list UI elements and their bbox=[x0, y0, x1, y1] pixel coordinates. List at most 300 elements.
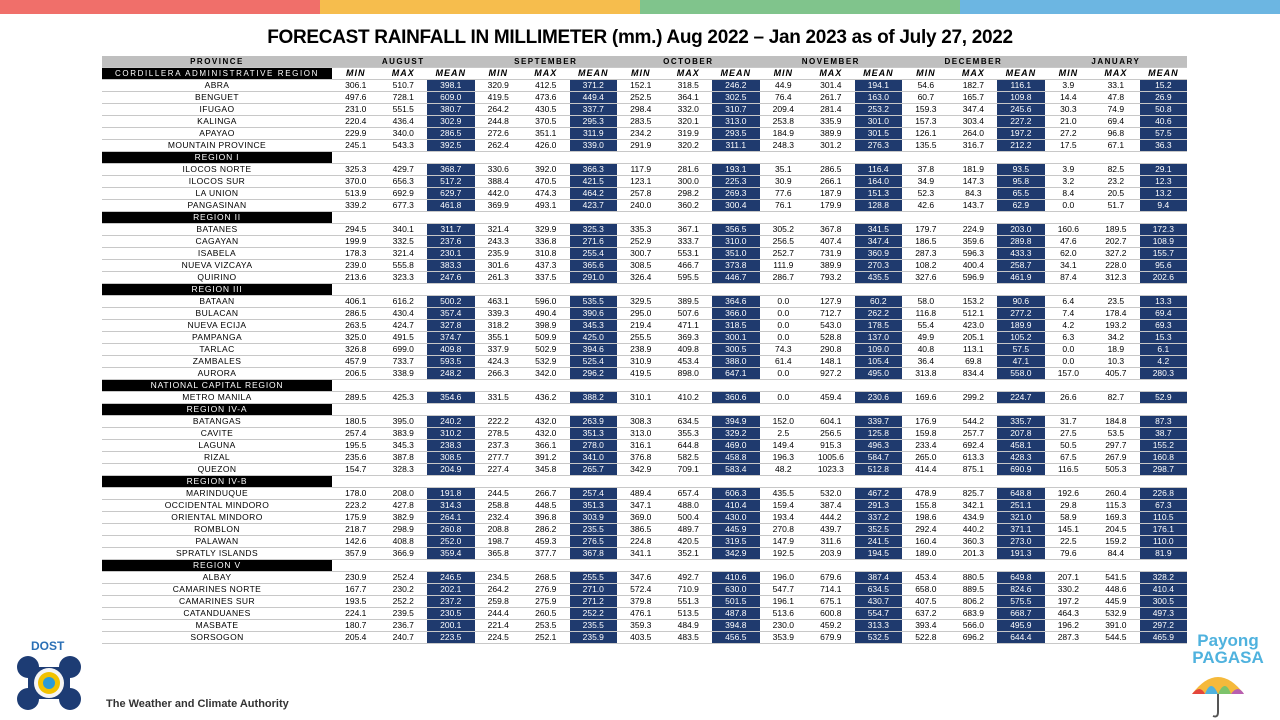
rainfall-mean-cell: 155.7 bbox=[1140, 248, 1188, 260]
region-row-spacer bbox=[332, 476, 1187, 488]
rainfall-min-cell: 224.8 bbox=[617, 536, 665, 548]
rainfall-mean-cell: 461.9 bbox=[997, 272, 1045, 284]
rainfall-min-cell: 253.8 bbox=[760, 116, 808, 128]
rainfall-mean-cell: 360.6 bbox=[712, 392, 760, 404]
province-row bbox=[102, 500, 1187, 512]
rainfall-min-cell: 0.0 bbox=[760, 308, 808, 320]
rainfall-mean-cell: 512.8 bbox=[855, 464, 903, 476]
province-row bbox=[102, 608, 1187, 620]
rainfall-max-cell: 335.9 bbox=[807, 116, 855, 128]
rainfall-min-cell: 572.4 bbox=[617, 584, 665, 596]
rainfall-max-cell: 359.6 bbox=[950, 236, 998, 248]
rainfall-max-cell: 367.8 bbox=[807, 224, 855, 236]
rainfall-min-cell: 61.4 bbox=[760, 356, 808, 368]
rainfall-mean-cell: 255.5 bbox=[570, 572, 618, 584]
rainfall-max-cell: 23.5 bbox=[1092, 296, 1140, 308]
rainfall-min-cell: 44.9 bbox=[760, 80, 808, 92]
rainfall-max-cell: 425.3 bbox=[380, 392, 428, 404]
rainfall-mean-cell: 69.4 bbox=[1140, 308, 1188, 320]
rainfall-max-cell: 53.5 bbox=[1092, 428, 1140, 440]
rainfall-min-cell: 77.6 bbox=[760, 188, 808, 200]
province-name: ZAMBALES bbox=[102, 356, 332, 368]
rainfall-max-cell: 712.7 bbox=[807, 308, 855, 320]
rainfall-mean-cell: 301.0 bbox=[855, 116, 903, 128]
rainfall-mean-cell: 421.5 bbox=[570, 176, 618, 188]
rainfall-mean-cell: 116.1 bbox=[997, 80, 1045, 92]
rainfall-max-cell: 543.0 bbox=[807, 320, 855, 332]
rainfall-min-cell: 353.9 bbox=[760, 632, 808, 644]
rainfall-mean-cell: 207.8 bbox=[997, 428, 1045, 440]
rainfall-min-cell: 265.0 bbox=[902, 452, 950, 464]
province-name: QUEZON bbox=[102, 464, 332, 476]
rainfall-min-cell: 192.6 bbox=[1045, 488, 1093, 500]
rainfall-mean-cell: 81.9 bbox=[1140, 548, 1188, 560]
province-row bbox=[102, 224, 1187, 236]
province-row bbox=[102, 308, 1187, 320]
rainfall-max-cell: 184.8 bbox=[1092, 416, 1140, 428]
rainfall-min-cell: 301.6 bbox=[475, 260, 523, 272]
rainfall-max-cell: 439.7 bbox=[807, 524, 855, 536]
rainfall-max-cell: 493.1 bbox=[522, 200, 570, 212]
stat-header: MAX bbox=[665, 68, 713, 80]
rainfall-max-cell: 230.2 bbox=[380, 584, 428, 596]
rainfall-mean-cell: 109.0 bbox=[855, 344, 903, 356]
rainfall-mean-cell: 500.2 bbox=[427, 296, 475, 308]
rainfall-max-cell: 459.3 bbox=[522, 536, 570, 548]
rainfall-max-cell: 445.9 bbox=[1092, 596, 1140, 608]
province-name: KALINGA bbox=[102, 116, 332, 128]
rainfall-min-cell: 184.9 bbox=[760, 128, 808, 140]
rainfall-mean-cell: 200.1 bbox=[427, 620, 475, 632]
province-row bbox=[102, 428, 1187, 440]
rainfall-max-cell: 1023.3 bbox=[807, 464, 855, 476]
rainfall-mean-cell: 93.5 bbox=[997, 164, 1045, 176]
rainfall-min-cell: 198.7 bbox=[475, 536, 523, 548]
rainfall-min-cell: 239.0 bbox=[332, 260, 380, 272]
rainfall-min-cell: 489.4 bbox=[617, 488, 665, 500]
region-row bbox=[102, 152, 1187, 164]
rainfall-min-cell: 435.5 bbox=[760, 488, 808, 500]
province-row bbox=[102, 548, 1187, 560]
rainfall-max-cell: 395.0 bbox=[380, 416, 428, 428]
rainfall-max-cell: 312.3 bbox=[1092, 272, 1140, 284]
rainfall-max-cell: 333.7 bbox=[665, 236, 713, 248]
rainfall-mean-cell: 392.5 bbox=[427, 140, 475, 152]
rainfall-mean-cell: 423.7 bbox=[570, 200, 618, 212]
rainfall-max-cell: 604.1 bbox=[807, 416, 855, 428]
rainfall-mean-cell: 354.6 bbox=[427, 392, 475, 404]
rainfall-max-cell: 74.9 bbox=[1092, 104, 1140, 116]
rainfall-max-cell: 806.2 bbox=[950, 596, 998, 608]
rainfall-min-cell: 155.8 bbox=[902, 500, 950, 512]
rainfall-max-cell: 391.2 bbox=[522, 452, 570, 464]
rainfall-max-cell: 332.5 bbox=[380, 236, 428, 248]
rainfall-min-cell: 37.8 bbox=[902, 164, 950, 176]
rainfall-mean-cell: 366.0 bbox=[712, 308, 760, 320]
rainfall-min-cell: 209.4 bbox=[760, 104, 808, 116]
rainfall-mean-cell: 226.8 bbox=[1140, 488, 1188, 500]
region-label: CORDILLERA ADMINISTRATIVE REGION bbox=[102, 68, 332, 80]
province-row bbox=[102, 332, 1187, 344]
rainfall-max-cell: 709.1 bbox=[665, 464, 713, 476]
rainfall-min-cell: 48.2 bbox=[760, 464, 808, 476]
rainfall-max-cell: 366.1 bbox=[522, 440, 570, 452]
rainfall-max-cell: 1005.6 bbox=[807, 452, 855, 464]
rainfall-mean-cell: 257.4 bbox=[570, 488, 618, 500]
province-row bbox=[102, 392, 1187, 404]
rainfall-mean-cell: 286.5 bbox=[427, 128, 475, 140]
rainfall-mean-cell: 260.8 bbox=[427, 524, 475, 536]
rainfall-mean-cell: 387.4 bbox=[855, 572, 903, 584]
province-row bbox=[102, 164, 1187, 176]
rainfall-max-cell: 434.9 bbox=[950, 512, 998, 524]
rainfall-mean-cell: 90.6 bbox=[997, 296, 1045, 308]
rainfall-min-cell: 310.1 bbox=[617, 392, 665, 404]
rainfall-max-cell: 489.7 bbox=[665, 524, 713, 536]
rainfall-min-cell: 286.5 bbox=[332, 308, 380, 320]
rainfall-min-cell: 180.7 bbox=[332, 620, 380, 632]
rainfall-max-cell: 596.3 bbox=[950, 248, 998, 260]
top-bar-blue bbox=[960, 0, 1280, 14]
rainfall-min-cell: 235.9 bbox=[475, 248, 523, 260]
rainfall-min-cell: 547.7 bbox=[760, 584, 808, 596]
rainfall-max-cell: 436.2 bbox=[522, 392, 570, 404]
rainfall-mean-cell: 293.5 bbox=[712, 128, 760, 140]
stat-header: MAX bbox=[1092, 68, 1140, 80]
header-row-months bbox=[102, 56, 1187, 68]
rainfall-mean-cell: 271.6 bbox=[570, 236, 618, 248]
rainfall-mean-cell: 87.3 bbox=[1140, 416, 1188, 428]
rainfall-mean-cell: 318.5 bbox=[712, 320, 760, 332]
rainfall-mean-cell: 95.6 bbox=[1140, 260, 1188, 272]
rainfall-min-cell: 305.2 bbox=[760, 224, 808, 236]
rainfall-max-cell: 303.4 bbox=[950, 116, 998, 128]
rainfall-min-cell: 192.5 bbox=[760, 548, 808, 560]
rainfall-min-cell: 126.1 bbox=[902, 128, 950, 140]
rainfall-mean-cell: 212.2 bbox=[997, 140, 1045, 152]
rainfall-max-cell: 327.2 bbox=[1092, 248, 1140, 260]
rainfall-min-cell: 308.5 bbox=[617, 260, 665, 272]
region-label: REGION I bbox=[102, 152, 332, 164]
rainfall-min-cell: 47.6 bbox=[1045, 236, 1093, 248]
rainfall-min-cell: 259.8 bbox=[475, 596, 523, 608]
rainfall-min-cell: 222.2 bbox=[475, 416, 523, 428]
region-label: REGION II bbox=[102, 212, 332, 224]
rainfall-mean-cell: 310.7 bbox=[712, 104, 760, 116]
rainfall-max-cell: 377.7 bbox=[522, 548, 570, 560]
rainfall-min-cell: 513.9 bbox=[332, 188, 380, 200]
rainfall-mean-cell: 390.6 bbox=[570, 308, 618, 320]
rainfall-min-cell: 34.1 bbox=[1045, 260, 1093, 272]
province-row bbox=[102, 524, 1187, 536]
rainfall-mean-cell: 137.0 bbox=[855, 332, 903, 344]
rainfall-mean-cell: 278.0 bbox=[570, 440, 618, 452]
province-row bbox=[102, 140, 1187, 152]
rainfall-mean-cell: 374.7 bbox=[427, 332, 475, 344]
province-row bbox=[102, 584, 1187, 596]
region-row bbox=[102, 380, 1187, 392]
rainfall-mean-cell: 430.0 bbox=[712, 512, 760, 524]
rainfall-mean-cell: 295.3 bbox=[570, 116, 618, 128]
rainfall-max-cell: 321.4 bbox=[380, 248, 428, 260]
rainfall-max-cell: 153.2 bbox=[950, 296, 998, 308]
rainfall-max-cell: 432.0 bbox=[522, 416, 570, 428]
rainfall-mean-cell: 347.4 bbox=[855, 236, 903, 248]
rainfall-mean-cell: 449.4 bbox=[570, 92, 618, 104]
rainfall-max-cell: 437.3 bbox=[522, 260, 570, 272]
rainfall-max-cell: 286.5 bbox=[807, 164, 855, 176]
rainfall-max-cell: 714.1 bbox=[807, 584, 855, 596]
rainfall-max-cell: 616.2 bbox=[380, 296, 428, 308]
province-name: ISABELA bbox=[102, 248, 332, 260]
rainfall-mean-cell: 584.7 bbox=[855, 452, 903, 464]
rainfall-mean-cell: 191.8 bbox=[427, 488, 475, 500]
rainfall-mean-cell: 319.5 bbox=[712, 536, 760, 548]
rainfall-max-cell: 387.4 bbox=[807, 500, 855, 512]
rainfall-max-cell: 532.9 bbox=[1092, 608, 1140, 620]
rainfall-mean-cell: 495.0 bbox=[855, 368, 903, 380]
rainfall-max-cell: 345.8 bbox=[522, 464, 570, 476]
rainfall-mean-cell: 337.7 bbox=[570, 104, 618, 116]
rainfall-mean-cell: 388.2 bbox=[570, 392, 618, 404]
province-row bbox=[102, 200, 1187, 212]
rainfall-max-cell: 366.9 bbox=[380, 548, 428, 560]
rainfall-mean-cell: 351.3 bbox=[570, 500, 618, 512]
rainfall-mean-cell: 235.5 bbox=[570, 620, 618, 632]
rainfall-max-cell: 316.7 bbox=[950, 140, 998, 152]
rainfall-max-cell: 500.4 bbox=[665, 512, 713, 524]
province-name: ILOCOS SUR bbox=[102, 176, 332, 188]
rainfall-max-cell: 543.3 bbox=[380, 140, 428, 152]
rainfall-min-cell: 159.3 bbox=[902, 104, 950, 116]
rainfall-mean-cell: 60.2 bbox=[855, 296, 903, 308]
rainfall-mean-cell: 373.8 bbox=[712, 260, 760, 272]
rainfall-min-cell: 179.7 bbox=[902, 224, 950, 236]
rainfall-mean-cell: 456.5 bbox=[712, 632, 760, 644]
rainfall-min-cell: 193.4 bbox=[760, 512, 808, 524]
rainfall-mean-cell: 464.2 bbox=[570, 188, 618, 200]
rainfall-mean-cell: 371.1 bbox=[997, 524, 1045, 536]
rainfall-max-cell: 915.3 bbox=[807, 440, 855, 452]
rainfall-max-cell: 490.4 bbox=[522, 308, 570, 320]
rainfall-min-cell: 270.8 bbox=[760, 524, 808, 536]
rainfall-max-cell: 33.1 bbox=[1092, 80, 1140, 92]
province-name: ILOCOS NORTE bbox=[102, 164, 332, 176]
rainfall-min-cell: 196.0 bbox=[760, 572, 808, 584]
rainfall-min-cell: 52.3 bbox=[902, 188, 950, 200]
rainfall-min-cell: 116.5 bbox=[1045, 464, 1093, 476]
rainfall-max-cell: 253.5 bbox=[522, 620, 570, 632]
rainfall-min-cell: 0.0 bbox=[760, 368, 808, 380]
rainfall-mean-cell: 593.5 bbox=[427, 356, 475, 368]
rainfall-min-cell: 6.3 bbox=[1045, 332, 1093, 344]
rainfall-mean-cell: 13.2 bbox=[1140, 188, 1188, 200]
rainfall-min-cell: 152.0 bbox=[760, 416, 808, 428]
rainfall-min-cell: 67.5 bbox=[1045, 452, 1093, 464]
province-name: BULACAN bbox=[102, 308, 332, 320]
rainfall-min-cell: 464.3 bbox=[1045, 608, 1093, 620]
stat-header: MAX bbox=[807, 68, 855, 80]
rainfall-max-cell: 318.5 bbox=[665, 80, 713, 92]
rainfall-max-cell: 252.2 bbox=[380, 596, 428, 608]
rainfall-mean-cell: 310.2 bbox=[427, 428, 475, 440]
rainfall-mean-cell: 245.6 bbox=[997, 104, 1045, 116]
rainfall-mean-cell: 241.5 bbox=[855, 536, 903, 548]
province-row bbox=[102, 128, 1187, 140]
province-name: NUEVA ECIJA bbox=[102, 320, 332, 332]
rainfall-max-cell: 430.4 bbox=[380, 308, 428, 320]
rainfall-max-cell: 657.4 bbox=[665, 488, 713, 500]
rainfall-mean-cell: 366.3 bbox=[570, 164, 618, 176]
rainfall-min-cell: 522.8 bbox=[902, 632, 950, 644]
rainfall-mean-cell: 271.2 bbox=[570, 596, 618, 608]
rainfall-min-cell: 79.6 bbox=[1045, 548, 1093, 560]
rainfall-mean-cell: 302.5 bbox=[712, 92, 760, 104]
rainfall-min-cell: 252.9 bbox=[617, 236, 665, 248]
rainfall-mean-cell: 495.9 bbox=[997, 620, 1045, 632]
province-row bbox=[102, 620, 1187, 632]
rainfall-max-cell: 20.5 bbox=[1092, 188, 1140, 200]
rainfall-min-cell: 0.0 bbox=[1045, 356, 1093, 368]
rainfall-max-cell: 483.5 bbox=[665, 632, 713, 644]
rainfall-mean-cell: 380.7 bbox=[427, 104, 475, 116]
rainfall-max-cell: 286.2 bbox=[522, 524, 570, 536]
rainfall-mean-cell: 4.2 bbox=[1140, 356, 1188, 368]
rainfall-min-cell: 221.4 bbox=[475, 620, 523, 632]
rainfall-min-cell: 262.4 bbox=[475, 140, 523, 152]
rainfall-mean-cell: 264.1 bbox=[427, 512, 475, 524]
province-name: RIZAL bbox=[102, 452, 332, 464]
rainfall-min-cell: 298.4 bbox=[617, 104, 665, 116]
rainfall-mean-cell: 194.1 bbox=[855, 80, 903, 92]
rainfall-mean-cell: 583.4 bbox=[712, 464, 760, 476]
rainfall-max-cell: 484.9 bbox=[665, 620, 713, 632]
rainfall-mean-cell: 394.9 bbox=[712, 416, 760, 428]
rainfall-min-cell: 229.9 bbox=[332, 128, 380, 140]
rainfall-max-cell: 459.2 bbox=[807, 620, 855, 632]
rainfall-mean-cell: 430.7 bbox=[855, 596, 903, 608]
rainfall-min-cell: 347.1 bbox=[617, 500, 665, 512]
rainfall-min-cell: 4.2 bbox=[1045, 320, 1093, 332]
rainfall-min-cell: 230.0 bbox=[760, 620, 808, 632]
rainfall-mean-cell: 356.5 bbox=[712, 224, 760, 236]
rainfall-mean-cell: 193.1 bbox=[712, 164, 760, 176]
rainfall-min-cell: 326.4 bbox=[617, 272, 665, 284]
rainfall-table bbox=[102, 56, 1187, 644]
rainfall-max-cell: 492.7 bbox=[665, 572, 713, 584]
rainfall-max-cell: 239.5 bbox=[380, 608, 428, 620]
stat-header: MIN bbox=[332, 68, 380, 80]
rainfall-max-cell: 491.5 bbox=[380, 332, 428, 344]
province-row bbox=[102, 416, 1187, 428]
rainfall-min-cell: 442.0 bbox=[475, 188, 523, 200]
rainfall-max-cell: 165.7 bbox=[950, 92, 998, 104]
rainfall-mean-cell: 308.5 bbox=[427, 452, 475, 464]
rainfall-mean-cell: 62.9 bbox=[997, 200, 1045, 212]
rainfall-max-cell: 544.5 bbox=[1092, 632, 1140, 644]
rainfall-mean-cell: 467.2 bbox=[855, 488, 903, 500]
rainfall-mean-cell: 301.5 bbox=[855, 128, 903, 140]
rainfall-min-cell: 58.9 bbox=[1045, 512, 1093, 524]
rainfall-min-cell: 60.7 bbox=[902, 92, 950, 104]
province-row bbox=[102, 512, 1187, 524]
rainfall-min-cell: 2.5 bbox=[760, 428, 808, 440]
province-row bbox=[102, 80, 1187, 92]
rainfall-mean-cell: 302.9 bbox=[427, 116, 475, 128]
rainfall-mean-cell: 341.5 bbox=[855, 224, 903, 236]
rainfall-mean-cell: 341.0 bbox=[570, 452, 618, 464]
rainfall-max-cell: 509.9 bbox=[522, 332, 570, 344]
rainfall-min-cell: 300.7 bbox=[617, 248, 665, 260]
rainfall-mean-cell: 339.7 bbox=[855, 416, 903, 428]
province-name: QUIRINO bbox=[102, 272, 332, 284]
rainfall-max-cell: 470.5 bbox=[522, 176, 570, 188]
rainfall-max-cell: 18.9 bbox=[1092, 344, 1140, 356]
rainfall-mean-cell: 246.5 bbox=[427, 572, 475, 584]
rainfall-min-cell: 325.0 bbox=[332, 332, 380, 344]
region-row-spacer bbox=[332, 560, 1187, 572]
region-row bbox=[102, 476, 1187, 488]
province-row bbox=[102, 320, 1187, 332]
rainfall-mean-cell: 469.0 bbox=[712, 440, 760, 452]
rainfall-mean-cell: 300.4 bbox=[712, 200, 760, 212]
rainfall-max-cell: 193.2 bbox=[1092, 320, 1140, 332]
rainfall-mean-cell: 383.3 bbox=[427, 260, 475, 272]
rainfall-mean-cell: 116.4 bbox=[855, 164, 903, 176]
rainfall-mean-cell: 461.8 bbox=[427, 200, 475, 212]
rainfall-min-cell: 355.1 bbox=[475, 332, 523, 344]
province-row bbox=[102, 248, 1187, 260]
rainfall-mean-cell: 204.9 bbox=[427, 464, 475, 476]
rainfall-min-cell: 339.2 bbox=[332, 200, 380, 212]
rainfall-min-cell: 206.5 bbox=[332, 368, 380, 380]
rainfall-min-cell: 0.0 bbox=[760, 392, 808, 404]
rainfall-mean-cell: 351.3 bbox=[570, 428, 618, 440]
rainfall-mean-cell: 237.6 bbox=[427, 236, 475, 248]
rainfall-mean-cell: 26.9 bbox=[1140, 92, 1188, 104]
rainfall-max-cell: 444.2 bbox=[807, 512, 855, 524]
rainfall-max-cell: 429.7 bbox=[380, 164, 428, 176]
rainfall-max-cell: 677.3 bbox=[380, 200, 428, 212]
rainfall-max-cell: 320.1 bbox=[665, 116, 713, 128]
rainfall-max-cell: 34.2 bbox=[1092, 332, 1140, 344]
rainfall-min-cell: 21.0 bbox=[1045, 116, 1093, 128]
rainfall-min-cell: 234.2 bbox=[617, 128, 665, 140]
rainfall-min-cell: 313.0 bbox=[617, 428, 665, 440]
rainfall-max-cell: 299.2 bbox=[950, 392, 998, 404]
rainfall-mean-cell: 690.9 bbox=[997, 464, 1045, 476]
rainfall-max-cell: 507.6 bbox=[665, 308, 713, 320]
rainfall-mean-cell: 128.8 bbox=[855, 200, 903, 212]
rainfall-min-cell: 145.1 bbox=[1045, 524, 1093, 536]
rainfall-min-cell: 357.9 bbox=[332, 548, 380, 560]
province-name: TARLAC bbox=[102, 344, 332, 356]
rainfall-min-cell: 218.7 bbox=[332, 524, 380, 536]
rainfall-min-cell: 87.4 bbox=[1045, 272, 1093, 284]
dost-logo bbox=[14, 637, 94, 715]
rainfall-mean-cell: 12.3 bbox=[1140, 176, 1188, 188]
stat-header: MIN bbox=[902, 68, 950, 80]
region-label: REGION IV-B bbox=[102, 476, 332, 488]
rainfall-mean-cell: 394.8 bbox=[712, 620, 760, 632]
rainfall-mean-cell: 178.5 bbox=[855, 320, 903, 332]
province-name: MASBATE bbox=[102, 620, 332, 632]
stat-header: MEAN bbox=[855, 68, 903, 80]
rainfall-min-cell: 189.0 bbox=[902, 548, 950, 560]
dost-logo-graphic bbox=[14, 637, 94, 715]
rainfall-mean-cell: 367.8 bbox=[570, 548, 618, 560]
rainfall-max-cell: 389.9 bbox=[807, 260, 855, 272]
